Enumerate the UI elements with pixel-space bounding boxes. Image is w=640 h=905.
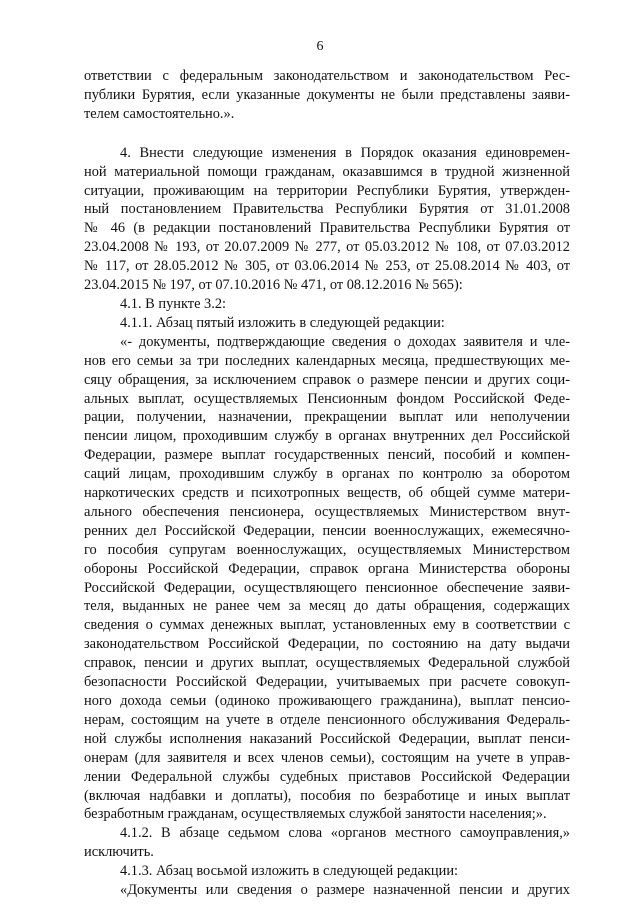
text-line: наркотических средств и психотропных веществ, об общей сумме матери- [84, 485, 570, 501]
text-line: ренних дел Российской Федерации, пенсии военнослужащих, ежемесячно- [84, 522, 570, 539]
text-line: № 117, от 28.05.2012 № 305, от 03.06.2014 № 253, от 25.08.2014 № 403, от [84, 258, 570, 275]
text-line: ответствии с федеральным законодательством и законодательством Рес- [84, 68, 570, 84]
text-line: го пособия супругам военнослужащих, осуществляемых Министерством [84, 541, 570, 558]
text-line: теля, выданных не ранее чем за месяц до даты обращения, содержащих [84, 598, 570, 615]
text-line: ной службы исполнения наказаний Российской Федерации, выплат пенси- [84, 730, 570, 747]
text-line: ный постановлением Правительства Республики Бурятия от 31.01.2008 [84, 201, 570, 218]
text-line: 4.1. В пункте 3.2: [120, 296, 227, 312]
text-line: Федерации, размере выплат государственных пенсий, пособий и компен- [84, 447, 570, 464]
text-line: безработным гражданам, осуществляемых службой занятости населения;». [84, 806, 547, 823]
text-line: альных выплат, осуществляемых Пенсионным фондом Российской Феде- [84, 390, 570, 407]
text-line: Российской Федерации, осуществляющего пенсионное обеспечение заяви- [84, 579, 570, 596]
text-line: сведения о суммах денежных выплат, установленных ему в соответствии с [84, 617, 570, 634]
text-line: онерам (для заявителя и всех членов семьи), состоящим на учете в управ- [84, 749, 570, 766]
text-line: исключить. [84, 844, 154, 861]
text-line: рации, получении, назначении, прекращении выплат или неполучении [84, 409, 570, 426]
text-line: № 46 (в редакции постановлений Правительства Республики Бурятия от [84, 220, 570, 237]
text-line: 4.1.2. В абзаце седьмом слова «органов местного самоуправления,» [120, 825, 570, 842]
text-line: ного дохода семьи (одиноко проживающего гражданина), выплат пенсио- [84, 693, 570, 709]
text-line: лении Федеральной службы судебных приставов Российской Федерации [84, 768, 570, 785]
text-line: 23.04.2008 № 193, от 20.07.2009 № 277, от 05.03.2012 № 108, от 07.03.2012 [84, 239, 570, 256]
text-line: 4. Внести следующие изменения в Порядок оказания единовремен- [120, 144, 570, 161]
text-line: ситуации, проживающим на территории Республики Бурятия, утвержден- [84, 182, 570, 199]
text-line: обороны Российской Федерации, справок органа Министерства обороны [84, 560, 570, 577]
text-line: ального обеспечения пенсионера, осуществляемых Министерством внут- [84, 503, 570, 520]
text-line: законодательством Российской Федерации, по состоянию на дату выдачи [84, 636, 570, 653]
text-line: 4.1.1. Абзац пятый изложить в следующей редакции: [120, 314, 445, 331]
text-line: справок, пенсии и других выплат, осуществляемых Федеральной службой [84, 655, 570, 672]
page-number: 6 [316, 39, 324, 54]
text-line: безопасности Российской Федерации, учитываемых при расчете совокуп- [84, 674, 570, 690]
text-line: 4.1.3. Абзац восьмой изложить в следующей редакции: [120, 863, 459, 880]
text-line: нерам, состоящим на учете в отделе пенсионного обслуживания Федераль- [84, 711, 570, 728]
text-line: нов его семьи за три последних календарных месяца, предшествующих ме- [84, 352, 570, 369]
text-line: (включая надбавки и доплаты), пособия по безработице и иных выплат [84, 787, 570, 804]
text-line: саций лицам, проходившим службу в органах по контролю за оборотом [84, 466, 570, 483]
text-line: публики Бурятия, если указанные документы не были представлены заяви- [84, 86, 570, 103]
text-line: телем самостоятельно.». [84, 105, 235, 122]
text-line: ной материальной помощи гражданам, оказавшимся в трудной жизненной [84, 163, 570, 180]
text-line: пенсии лицом, проходившим службу в органах внутренних дел Российской [84, 428, 570, 445]
text-line: сяцу обращения, за исключением справок о размере пенсии и других соци- [84, 371, 570, 388]
text-line: 23.04.2015 № 197, от 07.10.2016 № 471, от 08.12.2016 № 565): [84, 277, 463, 293]
text-line: «Документы или сведения о размере назначенной пенсии и других [120, 882, 570, 898]
text-line: «- документы, подтверждающие сведения о доходах заявителя и чле- [120, 333, 570, 350]
